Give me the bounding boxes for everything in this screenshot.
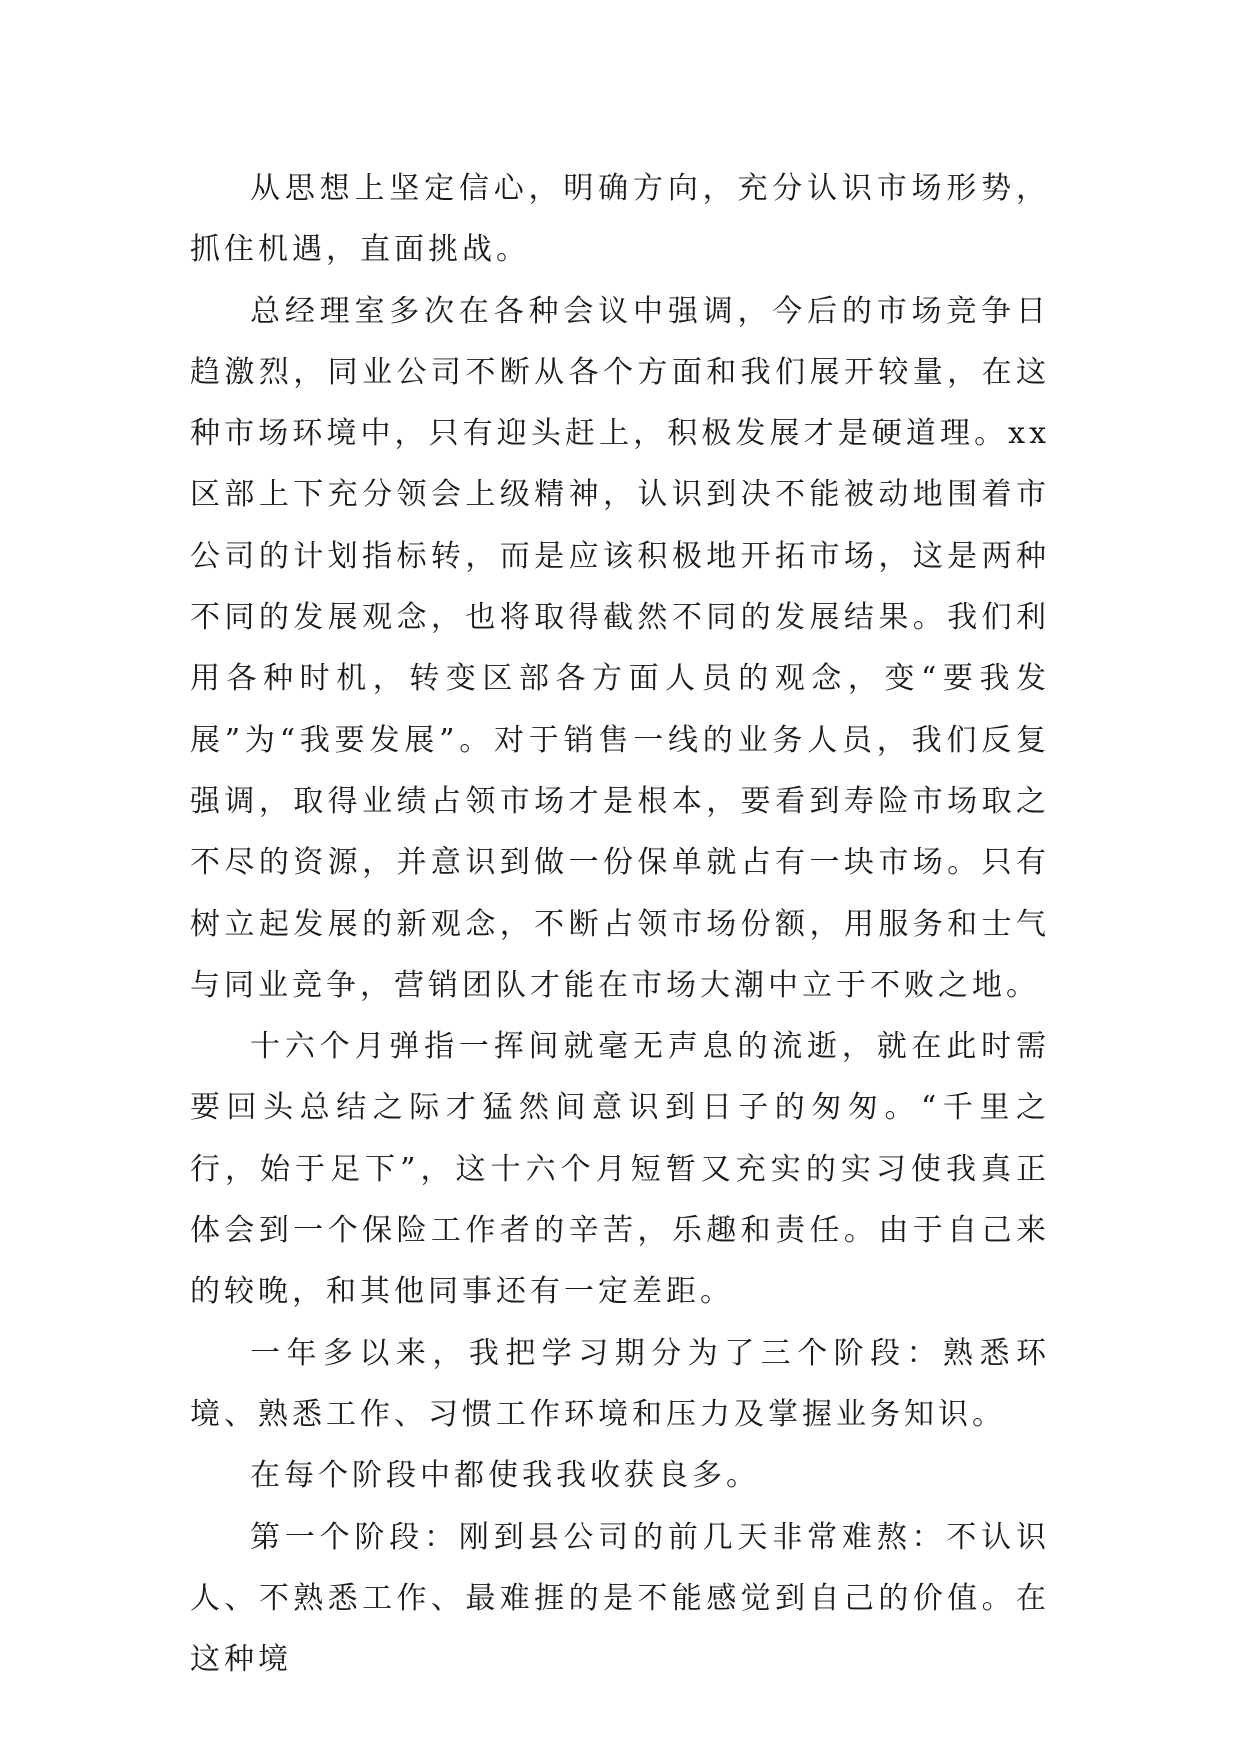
paragraph-4: 一年多以来，我把学习期分为了三个阶段：熟悉环境、熟悉工作、习惯工作环境和压力及掌握业务知识。	[190, 1335, 1050, 1432]
document-body	[190, 158, 1050, 1690]
paragraph-1: 从思想上坚定信心，明确方向，充分认识市场形势，抓住机遇，直面挑战。	[190, 171, 1050, 268]
paragraph-6: 第一个阶段：刚到县公司的前几天非常难熬：不认识人、不熟悉工作、最难捱的是不能感觉到自己的价值。在这种境	[190, 1519, 1050, 1678]
paragraph-3: 十六个月弹指一挥间就毫无声息的流逝，就在此时需要回头总结之际才猛然间意识到日子的匆匆。“千里之行，始于足下”，这十六个月短暂又充实的实习使我真正体会到一个保险工作者的辛苦，乐趣和责任。由于自己来的较晚，和其他同事还有一定差距。	[190, 1029, 1050, 1310]
paragraph-2: 总经理室多次在各种会议中强调，今后的市场竞争日趋激烈，同业公司不断从各个方面和我们展开较量，在这种市场环境中，只有迎头赶上，积极发展才是硬道理。xx区部上下充分领会上级精神，认识到决不能被动地围着市公司的计划指标转，而是应该积极地开拓市场，这是两种不同的发展观念，也将取得截然不同的发展结果。我们利用各种时机，转变区部各方面人员的观念，变“要我发展”为“我要发展”。对于销售一线的业务人员，我们反复强调，取得业绩占领市场才是根本，要看到寿险市场取之不尽的资源，并意识到做一份保单就占有一块市场。只有树立起发展的新观念，不断占领市场份额，用服务和士气与同业竞争，营销团队才能在市场大潮中立于不败之地。	[190, 293, 1050, 1003]
paragraph-5: 在每个阶段中都使我我收获良多。	[250, 1458, 760, 1494]
